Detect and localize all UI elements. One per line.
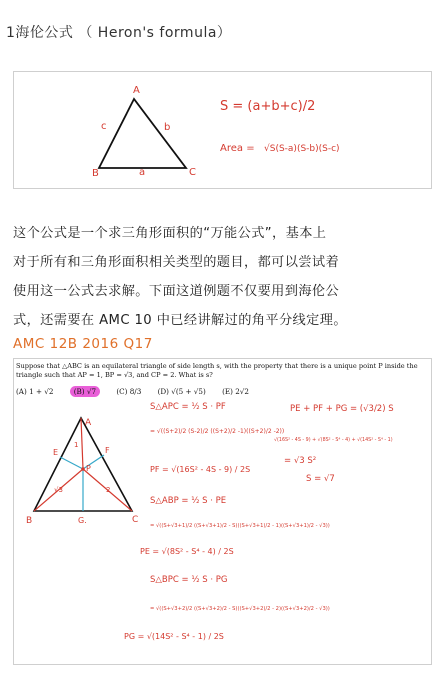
triangle-abc <box>99 99 186 168</box>
choice-e: (E) 2√2 <box>222 387 249 396</box>
vertex-c-label: C <box>189 167 196 178</box>
note-area-abp-heron: = √((S+√3+1)/2 ((S+√3+1)/2 - S)((S+√3+1)/2 - 1)((S+√3+1)/2 - √3)) <box>150 523 330 529</box>
side-c-label: c <box>101 121 107 132</box>
area-label: Area = <box>220 143 255 154</box>
note-sum-distances: PE + PF + PG = (√3/2) S <box>290 404 394 414</box>
paragraph-line: 对于所有和三角形面积相关类型的题目，都可以尝试着 <box>13 255 340 270</box>
problem-statement: Suppose that △ABC is an equilateral triangle of side length s, with the property that there is a unique point P inside the triangle such that AP = 1, BP = √3, and CP = 2. What is s? <box>16 362 418 379</box>
solution-diagram <box>14 359 431 664</box>
heron-triangle-diagram <box>14 72 431 188</box>
point-f-label: F <box>105 446 110 455</box>
note-area-apc-heron: = √((S+2)/2 (S-2)/2 ((S+2)/2 -1)((S+2)/2 -2)) <box>150 428 285 435</box>
note-pf: PF = √(16S² - 4S - 9) / 2S <box>150 465 251 474</box>
explanation-paragraph <box>13 219 433 335</box>
note-pg: PG = √(14S² - S⁴ - 1) / 2S <box>124 632 224 641</box>
choice-b-selected: (B) √7 <box>70 386 100 397</box>
note-sum-expanded: √(16S² - 4S - 9) + √(8S² - S⁴ - 4) + √(14S² - S⁴ - 1) <box>274 438 393 443</box>
choice-c: (C) 8/3 <box>116 387 142 396</box>
note-area-abp: S△ABP = ½ S · PE <box>150 496 227 506</box>
paragraph-line: 这个公式是一个求三角形面积的“万能公式”，基本上 <box>13 226 327 241</box>
point-e-label: E <box>53 448 59 457</box>
choice-d: (D) √(5 + √5) <box>157 387 206 396</box>
vertex-a-label: A <box>133 85 140 96</box>
point-g-label: G. <box>78 516 87 525</box>
point-p-label: P <box>86 464 91 473</box>
page-heading: 1海伦公式 （ Heron's formula） <box>6 25 232 41</box>
note-pe: PE = √(8S² - S⁴ - 4) / 2S <box>140 547 234 556</box>
note-answer: S = √7 <box>306 474 335 484</box>
s-formula: S = (a+b+c)/2 <box>220 99 316 114</box>
segment-ap-label: 1 <box>74 441 79 449</box>
note-area-bpc-heron: = √((S+√3+2)/2 ((S+√3+2)/2 - S)((S+√3+2)/2 - 2)((S+√3+2)/2 - √3)) <box>150 606 330 612</box>
segment-pe <box>60 457 83 469</box>
note-equals-root3-s2: = √3 S² <box>284 456 317 466</box>
segment-cp-label: 2 <box>106 486 111 494</box>
side-a-label: a <box>139 167 146 178</box>
vertex-b-label: B <box>26 516 33 526</box>
problem-source-title: AMC 12B 2016 Q17 <box>13 336 153 352</box>
paragraph-line: 式，还需要在 AMC 10 中已经讲解过的角平分线定理。 <box>13 313 347 328</box>
vertex-a-label: A <box>85 418 92 428</box>
amc-solution-figure <box>13 358 432 665</box>
point-p <box>81 467 85 471</box>
segment-bp-label: √3 <box>54 486 63 494</box>
choice-a: (A) 1 + √2 <box>16 387 54 396</box>
vertex-b-label: B <box>92 168 99 179</box>
note-area-bpc: S△BPC = ½ S · PG <box>150 575 228 585</box>
area-formula: √S(S-a)(S-b)(S-c) <box>264 144 340 154</box>
heron-formula-figure <box>13 71 432 189</box>
segment-ap <box>81 418 83 469</box>
vertex-c-label: C <box>132 515 139 525</box>
side-b-label: b <box>164 122 171 133</box>
note-area-apc: S△APC = ½ S · PF <box>150 402 226 412</box>
paragraph-line: 使用这一公式去求解。下面这道例题不仅要用到海伦公 <box>13 284 340 299</box>
